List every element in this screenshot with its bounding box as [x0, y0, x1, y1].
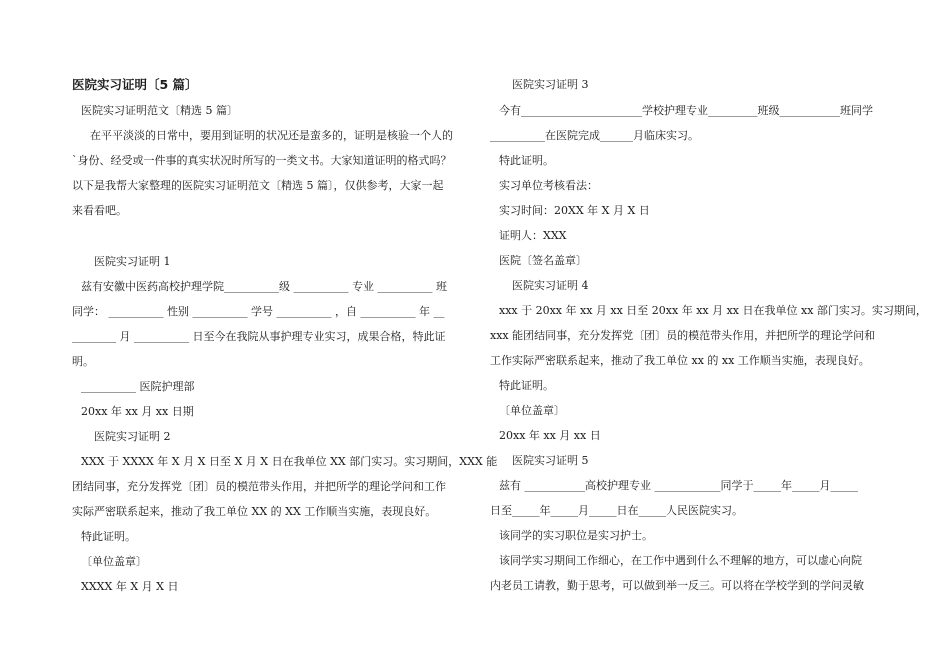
- section-heading-1: 医院实习证明 1: [94, 255, 171, 268]
- section-2-line: 实际严密联系起来，推动了我工单位 XX 的 XX 工作顺当实施，表现良好。: [72, 505, 437, 518]
- section-3-time: 实习时间：20XX 年 X 月 X 日: [499, 204, 650, 217]
- section-1-line: ________ 月 __________ 日至今在我院从事护理专业实习，成果合格，特此证: [72, 330, 446, 343]
- section-1-line: 同学： __________ 性别 __________ 学号 __________ ，自 __________ 年 __: [72, 305, 445, 318]
- section-3-line: 今有______________________学校护理专业_________班级___________班同学: [499, 104, 873, 117]
- section-heading-2: 医院实习证明 2: [94, 430, 171, 443]
- section-1-line: 兹有安徽中医药高校护理学院__________级 __________ 专业 __________ 班: [81, 280, 447, 293]
- section-5-line: 兹有 ___________高校护理专业 ____________同学于_____年_____月_____: [499, 479, 858, 492]
- intro-line: 在平平淡淡的日常中，要用到证明的状况还是蛮多的，证明是核验一个人的: [90, 129, 453, 142]
- section-4-line: xxx 于 20xx 年 xx 月 xx 日至 20xx 年 xx 月 xx 日在我单位 xx 部门实习。实习期间，: [499, 304, 927, 317]
- section-3-opinion: 实习单位考核看法：: [499, 179, 598, 192]
- section-3-witness: 证明人：XXX: [499, 229, 567, 242]
- section-4-date: 20xx 年 xx 月 xx 日: [499, 429, 601, 442]
- intro-line: `身份、经受或一件事的真实状况时所写的一类文书。大家知道证明的格式吗？: [72, 154, 452, 167]
- section-3-line: __________在医院完成______月临床实习。: [490, 129, 699, 142]
- section-1-line: 明。: [72, 355, 94, 368]
- document-title: 医院实习证明〔5 篇〕: [72, 77, 198, 92]
- section-5-perf: 内老员工请教，勤于思考，可以做到举一反三。可以将在学校学到的学问灵敏: [490, 579, 864, 592]
- section-4-line: xxx 能团结同事，充分发挥党〔团〕员的模范带头作用，并把所学的理论学问和: [490, 329, 876, 342]
- section-heading-4: 医院实习证明 4: [512, 279, 589, 292]
- section-4-seal: 〔单位盖章〕: [499, 404, 565, 417]
- document-subtitle: 医院实习证明范文〔精选 5 篇〕: [81, 104, 238, 117]
- section-2-line: XXX 于 XXXX 年 X 月 X 日至 X 月 X 日在我单位 XX 部门实习。实习期间，XXX 能: [81, 455, 498, 468]
- section-2-seal: 〔单位盖章〕: [81, 555, 147, 568]
- section-heading-5: 医院实习证明 5: [512, 454, 589, 467]
- section-5-perf: 该同学实习期间工作细心，在工作中遇到什么不理解的地方，可以虚心向院: [499, 554, 862, 567]
- section-4-line: 工作实际严密联系起来，推动了我工单位 xx 的 xx 工作顺当实施，表现良好。: [490, 354, 870, 367]
- section-4-cert: 特此证明。: [499, 379, 554, 392]
- section-2-cert: 特此证明。: [81, 530, 136, 543]
- section-5-position: 该同学的实习职位是实习护士。: [499, 529, 653, 542]
- section-heading-3: 医院实习证明 3: [512, 78, 589, 91]
- section-3-cert: 特此证明。: [499, 154, 554, 167]
- section-1-dept: __________ 医院护理部: [81, 380, 195, 393]
- section-5-line: 日至_____年_____月_____日在_____人民医院实习。: [490, 504, 743, 517]
- section-1-date: 20xx 年 xx 月 xx 日期: [81, 405, 194, 418]
- section-3-hospital: 医院〔签名盖章〕: [499, 254, 587, 267]
- intro-line: 来看看吧。: [72, 204, 127, 217]
- section-2-date: XXXX 年 X 月 X 日: [81, 580, 179, 593]
- intro-line: 以下是我帮大家整理的医院实习证明范文〔精选 5 篇〕，仅供参考，大家一起: [72, 179, 444, 192]
- section-2-line: 团结同事，充分发挥党〔团〕员的模范带头作用，并把所学的理论学问和工作: [72, 480, 446, 493]
